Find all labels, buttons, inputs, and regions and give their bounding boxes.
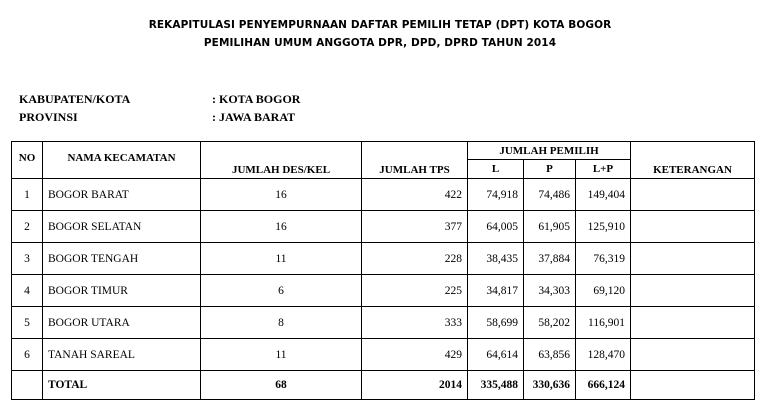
cell-keterangan [631,211,755,243]
header-p: P [524,160,576,179]
cell-l: 38,435 [468,243,524,275]
kabupaten-label: KABUPATEN/KOTA [19,92,131,106]
cell-no: 2 [12,211,43,243]
cell-no-empty [12,371,43,400]
cell-des-kel: 8 [201,307,362,339]
cell-nama: BOGOR BARAT [43,179,201,211]
cell-tps: 333 [362,307,468,339]
cell-lp: 69,120 [576,275,631,307]
cell-l: 58,699 [468,307,524,339]
cell-p: 34,303 [524,275,576,307]
cell-l: 74,918 [468,179,524,211]
table-row [12,339,755,371]
total-l: 335,488 [468,371,524,400]
cell-p: 61,905 [524,211,576,243]
total-des-kel: 68 [201,371,362,400]
cell-lp: 116,901 [576,307,631,339]
cell-nama: BOGOR TENGAH [43,243,201,275]
header-jumlah-pemilih: JUMLAH PEMILIH [468,142,631,160]
document-title-line2: PEMILIHAN UMUM ANGGOTA DPR, DPD, DPRD TAHUN 2014 [203,37,557,49]
cell-des-kel: 16 [201,179,362,211]
provinsi-value: : JAWA BARAT [212,110,296,124]
cell-des-kel: 6 [201,275,362,307]
table-row [12,275,755,307]
cell-keterangan [631,275,755,307]
cell-l: 64,614 [468,339,524,371]
cell-des-kel: 11 [201,339,362,371]
cell-no: 6 [12,339,43,371]
cell-nama: BOGOR UTARA [43,307,201,339]
header-jumlah-des-kel: JUMLAH DES/KEL [201,142,362,179]
cell-tps: 228 [362,243,468,275]
cell-keterangan [631,243,755,275]
total-keterangan [631,371,755,400]
cell-keterangan [631,179,755,211]
cell-tps: 429 [362,339,468,371]
cell-nama: BOGOR TIMUR [43,275,201,307]
total-tps: 2014 [362,371,468,400]
document-title-line1: REKAPITULASI PENYEMPURNAAN DAFTAR PEMILIH TETAP (DPT) KOTA BOGOR [148,19,612,31]
total-lp: 666,124 [576,371,631,400]
cell-p: 63,856 [524,339,576,371]
cell-keterangan [631,339,755,371]
cell-lp: 128,470 [576,339,631,371]
header-keterangan: KETERANGAN [631,142,755,179]
table-row [12,179,755,211]
cell-l: 34,817 [468,275,524,307]
cell-des-kel: 16 [201,211,362,243]
cell-p: 58,202 [524,307,576,339]
kabupaten-value: : KOTA BOGOR [212,92,301,106]
cell-no: 5 [12,307,43,339]
header-jumlah-tps: JUMLAH TPS [362,142,468,179]
cell-lp: 76,319 [576,243,631,275]
cell-no: 1 [12,179,43,211]
cell-nama: TANAH SAREAL [43,339,201,371]
table-row [12,243,755,275]
table-row [12,211,755,243]
cell-p: 37,884 [524,243,576,275]
cell-no: 4 [12,275,43,307]
cell-des-kel: 11 [201,243,362,275]
header-lp: L+P [576,160,631,179]
cell-l: 64,005 [468,211,524,243]
dpt-recap-table [11,141,755,400]
cell-tps: 422 [362,179,468,211]
cell-tps: 377 [362,211,468,243]
total-row [12,371,755,400]
total-p: 330,636 [524,371,576,400]
header-nama-kecamatan: NAMA KECAMATAN [43,142,201,179]
cell-lp: 149,404 [576,179,631,211]
cell-nama: BOGOR SELATAN [43,211,201,243]
provinsi-label: PROVINSI [19,110,78,124]
header-no: NO [12,142,43,179]
header-l: L [468,160,524,179]
cell-no: 3 [12,243,43,275]
cell-p: 74,486 [524,179,576,211]
total-label: TOTAL [43,371,201,400]
table-row [12,307,755,339]
cell-keterangan [631,307,755,339]
cell-tps: 225 [362,275,468,307]
cell-lp: 125,910 [576,211,631,243]
